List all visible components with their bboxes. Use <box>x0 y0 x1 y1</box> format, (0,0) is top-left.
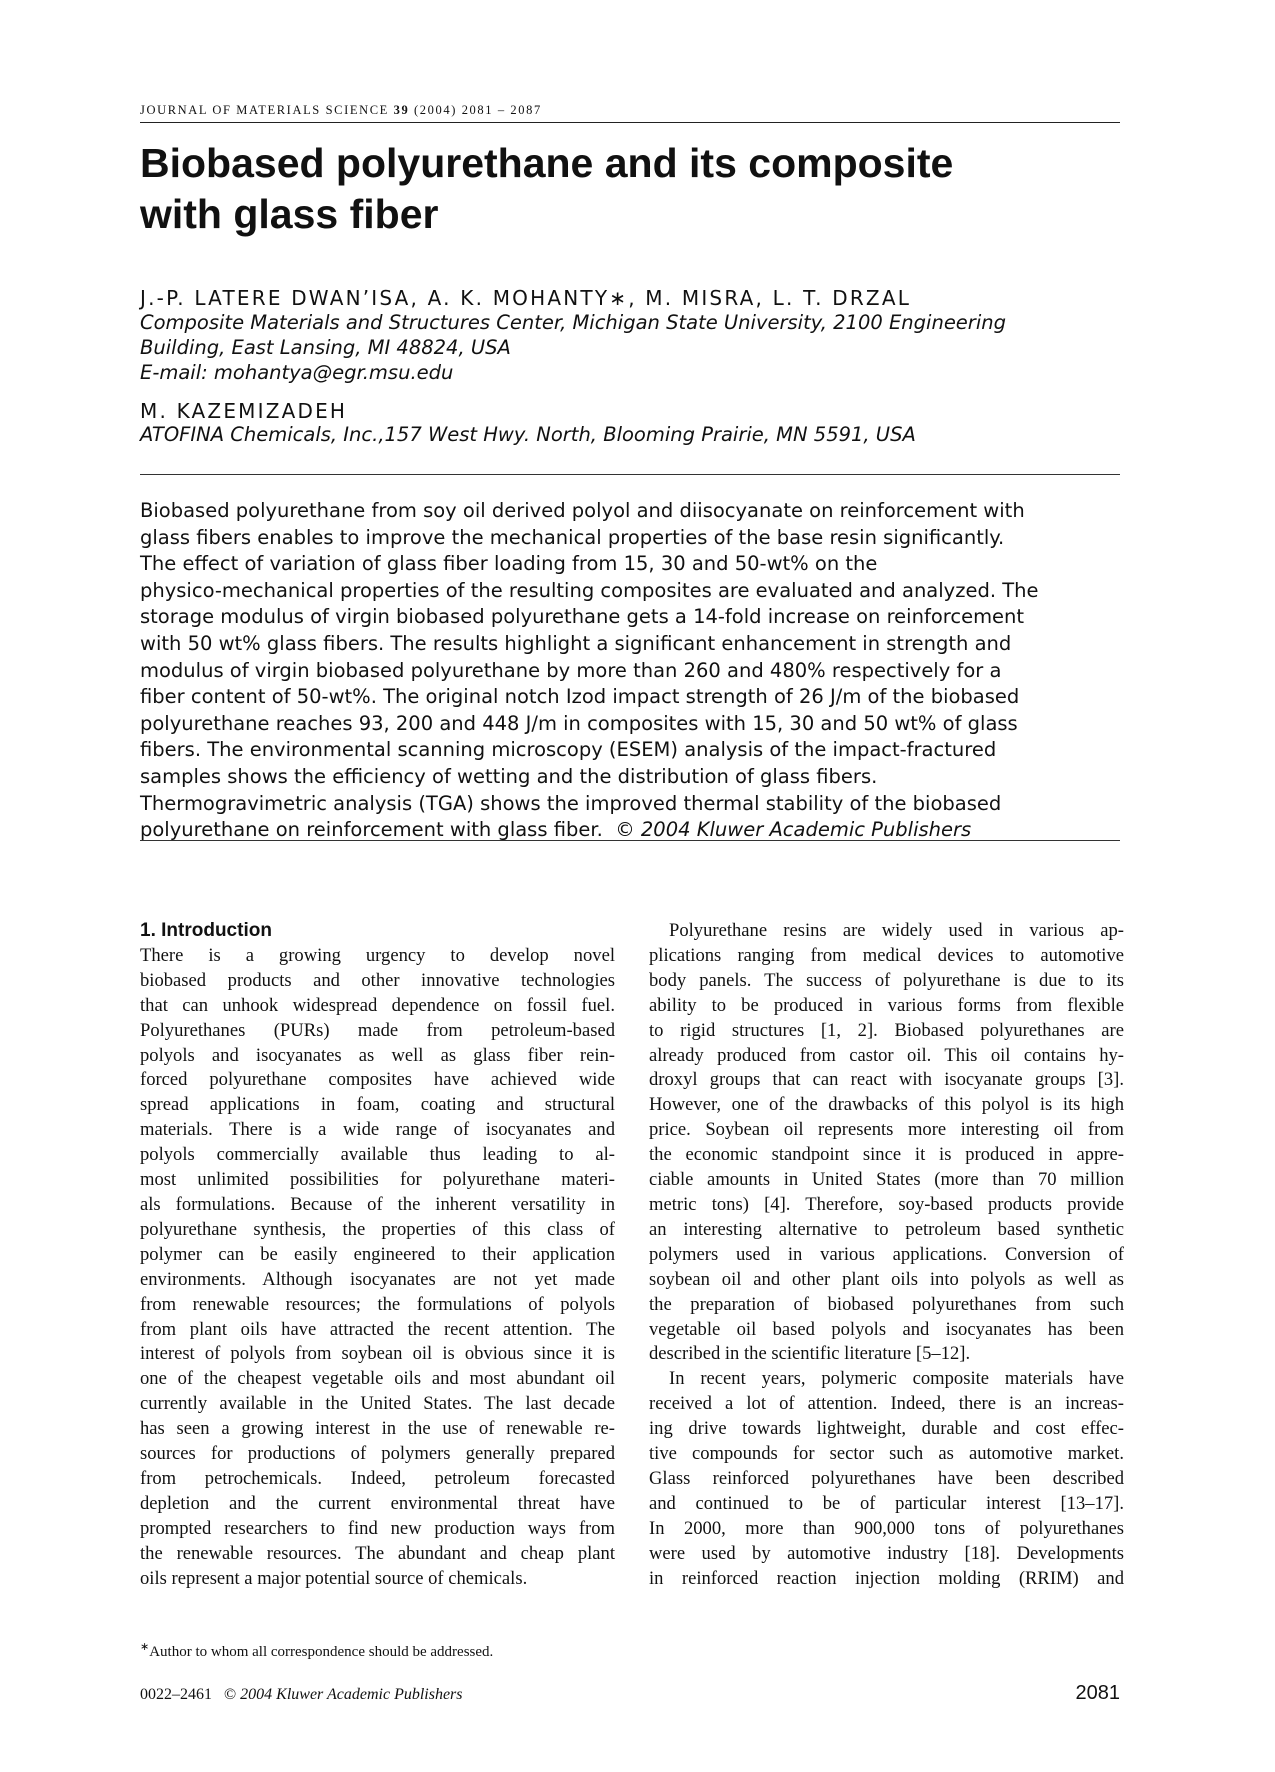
body-line: prompted researchers to find new production ways from <box>140 1517 615 1539</box>
body-line: already produced from castor oil. This oil contains hy- <box>649 1044 1124 1066</box>
journal-year-pages: (2004) 2081 – 2087 <box>414 103 542 117</box>
running-head <box>140 103 1120 123</box>
title-line-1: Biobased polyurethane and its composite <box>140 140 954 186</box>
body-line: plications ranging from medical devices to automotive <box>649 944 1124 966</box>
body-line: vegetable oil based polyols and isocyanates has been <box>649 1318 1124 1340</box>
affiliation-2 <box>140 422 1120 447</box>
body-line: one of the cheapest vegetable oils and most abundant oil <box>140 1368 615 1390</box>
footnote <box>140 1640 493 1661</box>
right-paragraph-2 <box>649 1367 1124 1591</box>
body-line: environments. Although isocyanates are not yet made <box>140 1268 615 1290</box>
body-line: droxyl groups that can react with isocyanate groups [3]. <box>649 1069 1124 1091</box>
journal-volume: 39 <box>393 103 410 117</box>
body-line: to rigid structures [1, 2]. Biobased polyurethanes are <box>649 1019 1124 1041</box>
abstract <box>140 498 1120 844</box>
footer-copyright-symbol: © <box>224 1686 237 1703</box>
footer-issn-line <box>140 1686 463 1704</box>
body-line: polyols and isocyanates as well as glass fiber rein- <box>140 1044 615 1066</box>
body-line: the economic standpoint since it is produced in appre- <box>649 1144 1124 1166</box>
abstract-line: glass fibers enables to improve the mechanical properties of the base resin significantly. <box>140 525 1005 549</box>
body-line: tive compounds for sector such as automotive market. <box>649 1443 1124 1465</box>
body-line: als formulations. Because of the inherent versatility in <box>140 1193 615 1215</box>
abstract-copyright: © 2004 Kluwer Academic Publishers <box>615 818 972 842</box>
abstract-line: storage modulus of virgin biobased polyurethane gets a 14-fold increase on reinforcement <box>140 605 1025 629</box>
body-line: polyurethane synthesis, the properties of this class of <box>140 1218 615 1240</box>
paper-page <box>140 0 1124 1772</box>
abstract-line: samples shows the efficiency of wetting and the distribution of glass fibers. <box>140 764 878 788</box>
title-line-2: with glass fiber <box>140 191 439 237</box>
body-line: ing drive towards lightweight, durable and cost effec- <box>649 1418 1124 1440</box>
affiliation-1-line-2: Building, East Lansing, MI 48824, USA <box>140 336 511 359</box>
body-line: the renewable resources. The abundant and cheap plant <box>140 1542 615 1564</box>
abstract-line: with 50 wt% glass fibers. The results highlight a significant enhancement in strength and <box>140 631 1012 655</box>
body-line: However, one of the drawbacks of this polyol is its high <box>649 1094 1124 1116</box>
abstract-line: fiber content of 50-wt%. The original notch Izod impact strength of 26 J/m of the biobased <box>140 685 1020 709</box>
body-line: has seen a growing interest in the use of renewable re- <box>140 1418 615 1440</box>
body-line: depletion and the current environmental threat have <box>140 1492 615 1514</box>
body-line: spread applications in foam, coating and structural <box>140 1094 615 1116</box>
body-line: an interesting alternative to petroleum based synthetic <box>649 1218 1124 1240</box>
body-line: metric tons) [4]. Therefore, soy-based products provide <box>649 1193 1124 1215</box>
body-line: In recent years, polymeric composite materials have <box>669 1368 1124 1390</box>
body-line: ability to be produced in various forms from flexible <box>649 994 1124 1016</box>
journal-name: JOURNAL OF MATERIALS SCIENCE <box>140 103 389 117</box>
footer-issn: 0022–2461 <box>140 1686 212 1703</box>
body-line: materials. There is a wide range of isocyanates and <box>140 1119 615 1141</box>
body-line: price. Soybean oil represents more interesting oil from <box>649 1119 1124 1141</box>
body-line: oils represent a major potential source of chemicals. <box>140 1567 528 1589</box>
affiliation-2-line: ATOFINA Chemicals, Inc.,157 West Hwy. North, Blooming Prairie, MN 5591, USA <box>140 423 916 446</box>
abstract-bottom-rule <box>140 840 1120 841</box>
affiliation-1-line-1: Composite Materials and Structures Center, Michigan State University, 2100 Engineering <box>140 311 1006 334</box>
footer-publisher: 2004 Kluwer Academic Publishers <box>240 1686 463 1703</box>
body-line: in reinforced reaction injection molding (RRIM) and <box>649 1567 1124 1589</box>
left-column-text <box>140 944 615 1592</box>
author-group-2: M. KAZEMIZADEH <box>140 399 348 423</box>
body-line: biobased products and other innovative technologies <box>140 969 615 991</box>
left-column <box>140 919 615 1591</box>
section-heading-introduction: 1. Introduction <box>140 920 272 941</box>
footnote-text: Author to whom all correspondence should be addressed. <box>149 1644 494 1660</box>
body-line: were used by automotive industry [18]. Developments <box>649 1542 1124 1564</box>
body-line: sources for productions of polymers generally prepared <box>140 1443 615 1465</box>
abstract-line: modulus of virgin biobased polyurethane by more than 260 and 480% respectively for a <box>140 658 1002 682</box>
abstract-top-rule <box>140 474 1120 475</box>
abstract-line: Biobased polyurethane from soy oil derived polyol and diisocyanate on reinforcement with <box>140 499 1025 522</box>
footnote-marker: ∗ <box>140 1641 150 1653</box>
body-line: currently available in the United States. The last decade <box>140 1393 615 1415</box>
body-line: that can unhook widespread dependence on fossil fuel. <box>140 994 615 1016</box>
body-line: polyols commercially available thus leading to al- <box>140 1144 615 1166</box>
body-line: received a lot of attention. Indeed, there is an increas- <box>649 1393 1124 1415</box>
body-line: Polyurethane resins are widely used in various ap- <box>669 920 1124 941</box>
body-line: from renewable resources; the formulations of polyols <box>140 1293 615 1315</box>
body-line: most unlimited possibilities for polyurethane materi- <box>140 1169 615 1191</box>
paper-title <box>140 138 1120 240</box>
body-line: and continued to be of particular interest [13–17]. <box>649 1492 1124 1514</box>
author-email: E-mail: mohantya@egr.msu.edu <box>140 361 454 384</box>
abstract-line: fibers. The environmental scanning microscopy (ESEM) analysis of the impact-fractured <box>140 738 997 762</box>
author-group-1: J.-P. LATERE DWAN’ISA, A. K. MOHANTY∗, M. MISRA, L. T. DRZAL <box>140 286 912 310</box>
abstract-line: Thermogravimetric analysis (TGA) shows the improved thermal stability of the biobased <box>140 791 1002 815</box>
abstract-last-text: polyurethane on reinforcement with glass fiber. <box>140 818 603 842</box>
body-line: interest of polyols from soybean oil is obvious since it is <box>140 1343 615 1365</box>
body-line: from petrochemicals. Indeed, petroleum forecasted <box>140 1467 615 1489</box>
body-line: In 2000, more than 900,000 tons of polyurethanes <box>649 1517 1124 1539</box>
affiliation-1 <box>140 310 1120 385</box>
abstract-line: physico-mechanical properties of the resulting composites are evaluated and analyzed. The <box>140 578 1039 602</box>
body-line: Glass reinforced polyurethanes have been described <box>649 1467 1124 1489</box>
right-paragraph-1 <box>649 919 1124 1367</box>
right-column <box>649 919 1124 1591</box>
body-line: described in the scientific literature [5–12]. <box>649 1343 971 1365</box>
page-number: 2081 <box>1075 1682 1120 1704</box>
body-line: polymers used in various applications. Conversion of <box>649 1243 1124 1265</box>
body-line: soybean oil and other plant oils into polyols as well as <box>649 1268 1124 1290</box>
body-line: from plant oils have attracted the recent attention. The <box>140 1318 615 1340</box>
body-line: polymer can be easily engineered to their application <box>140 1243 615 1265</box>
body-line: forced polyurethane composites have achieved wide <box>140 1069 615 1091</box>
abstract-line: The effect of variation of glass fiber loading from 15, 30 and 50-wt% on the <box>140 552 878 576</box>
abstract-line: polyurethane reaches 93, 200 and 448 J/m in composites with 15, 30 and 50 wt% of glass <box>140 711 1018 735</box>
body-line: ciable amounts in United States (more than 70 million <box>649 1169 1124 1191</box>
body-line: There is a growing urgency to develop novel <box>140 944 615 966</box>
body-line: body panels. The success of polyurethane is due to its <box>649 969 1124 991</box>
body-line: the preparation of biobased polyurethanes from such <box>649 1293 1124 1315</box>
body-line: Polyurethanes (PURs) made from petroleum-based <box>140 1019 615 1041</box>
